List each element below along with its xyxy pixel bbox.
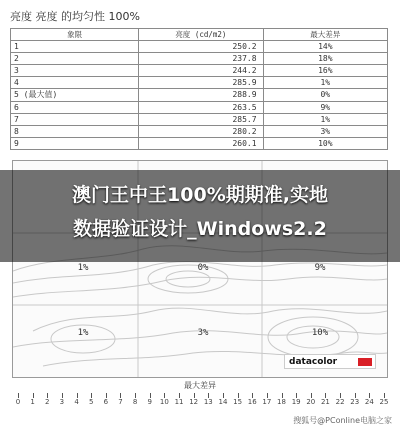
banner-line-2: 数据验证设计_Windows2.2 — [73, 218, 327, 240]
luminance-cell: 260.1 — [139, 137, 263, 149]
legend-tick-label: 24 — [364, 398, 374, 406]
legend-tick-label: 20 — [306, 398, 316, 406]
table-row — [11, 53, 388, 65]
luminance-cell: 285.9 — [139, 77, 263, 89]
table-row — [11, 137, 388, 149]
legend-tick-label: 12 — [189, 398, 199, 406]
quadrant-cell: 9 — [11, 137, 139, 149]
logo-text: datacolor — [289, 357, 338, 367]
legend-tick-label: 17 — [262, 398, 272, 406]
quadrant-cell: 1 — [11, 41, 139, 53]
legend-tick-label: 9 — [147, 398, 152, 406]
max-difference-cell: 16% — [263, 65, 387, 77]
legend-tick-label: 11 — [174, 398, 184, 406]
max-difference-cell: 9% — [263, 101, 387, 113]
watermark: 搜狐号@PConline电脑之家 — [293, 416, 392, 425]
column-header-max-difference: 最大差异 — [263, 29, 387, 41]
heatmap-cell-1: 1% — [77, 263, 89, 273]
luminance-cell: 250.2 — [139, 41, 263, 53]
legend-tick-label: 13 — [203, 398, 213, 406]
legend-tick-label: 7 — [118, 398, 123, 406]
datacolor-logo — [284, 354, 376, 369]
max-difference-cell: 1% — [263, 113, 387, 125]
legend-tick-label: 8 — [132, 398, 138, 406]
legend-tick-label: 4 — [74, 398, 79, 406]
luminance-cell: 288.9 — [139, 89, 263, 101]
legend-tick-label: 23 — [350, 398, 360, 406]
legend-tick-label: 1 — [30, 398, 35, 406]
overlay-banner-text — [0, 178, 400, 246]
legend-tick-label: 6 — [103, 398, 109, 406]
quadrant-cell: 7 — [11, 113, 139, 125]
quadrant-cell: 4 — [11, 77, 139, 89]
legend-tick-label: 18 — [277, 398, 286, 406]
uniformity-table — [10, 28, 388, 150]
legend-tick-label: 3 — [59, 398, 65, 406]
legend-tick-label: 0 — [15, 398, 21, 406]
legend-tick-label: 25 — [379, 398, 389, 406]
heatmap-cell-4: 1% — [77, 328, 89, 338]
table-row — [11, 65, 388, 77]
table-row — [11, 41, 388, 53]
table-header-row — [11, 29, 388, 41]
legend-tick-label: 2 — [45, 398, 50, 406]
legend-tick-label: 5 — [88, 398, 94, 406]
legend-title: 最大差异 — [184, 381, 216, 390]
legend-tick-label: 19 — [291, 398, 301, 406]
quadrant-cell: 2 — [11, 53, 139, 65]
table-row — [11, 113, 388, 125]
legend-tick-label: 21 — [320, 398, 330, 406]
max-difference-cell: 0% — [263, 89, 387, 101]
table-row — [11, 101, 388, 113]
logo-mark-icon — [358, 358, 372, 366]
max-difference-cell: 14% — [263, 41, 387, 53]
quadrant-cell: 3 — [11, 65, 139, 77]
legend-tick-label: 16 — [247, 398, 257, 406]
max-difference-cell: 18% — [263, 53, 387, 65]
banner-line-1: 澳门王中王100%期期准,实地 — [72, 184, 328, 206]
page-title: 亮度 亮度 的均匀性 100% — [10, 10, 140, 23]
luminance-cell: 280.2 — [139, 125, 263, 137]
max-difference-cell: 1% — [263, 77, 387, 89]
heatmap-cell-3: 9% — [314, 263, 326, 273]
column-header-luminance: 亮度 (cd/m2) — [139, 29, 263, 41]
luminance-cell: 237.8 — [139, 53, 263, 65]
max-difference-cell: 3% — [263, 125, 387, 137]
heatmap-cell-5: 3% — [197, 328, 209, 338]
table-row — [11, 77, 388, 89]
luminance-cell: 263.5 — [139, 101, 263, 113]
legend-tick-label: 14 — [218, 398, 228, 406]
quadrant-cell: 6 — [11, 101, 139, 113]
luminance-cell: 244.2 — [139, 65, 263, 77]
legend-tick-label: 10 — [159, 398, 169, 406]
table-row — [11, 125, 388, 137]
legend-tick-label: 22 — [335, 398, 345, 406]
max-difference-cell: 10% — [263, 137, 387, 149]
quadrant-cell: 5 (最大值) — [11, 89, 139, 101]
quadrant-cell: 8 — [11, 125, 139, 137]
table-row — [11, 89, 388, 101]
heatmap-cell-2: 0% — [197, 263, 209, 273]
legend-scale — [15, 393, 389, 407]
heatmap-cell-6: 10% — [311, 328, 329, 338]
column-header-quadrant: 象限 — [11, 29, 139, 41]
luminance-cell: 285.7 — [139, 113, 263, 125]
legend-tick-label: 15 — [233, 398, 243, 406]
